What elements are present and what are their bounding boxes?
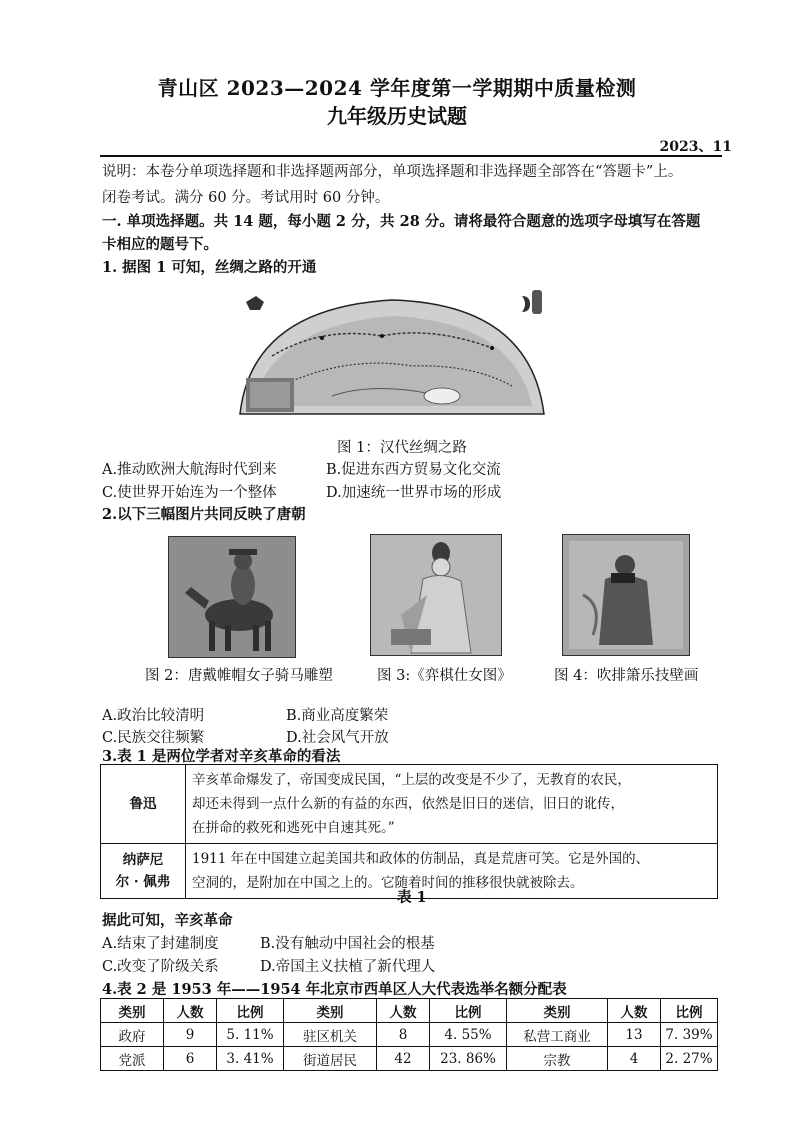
- scholar-name-cell: 鲁迅: [101, 765, 186, 844]
- q2-option-c: C.民族交往频繁: [102, 730, 205, 746]
- table-row: [101, 765, 718, 844]
- q4-table: [100, 998, 718, 1071]
- tang-horse-rider-sculpture: [168, 536, 296, 658]
- fig4-caption: 图 4：吹排箫乐技壁画: [554, 668, 699, 684]
- fig2-caption: 图 2：唐戴帷帽女子骑马雕塑: [145, 668, 333, 684]
- instructions-line-1: 说明：本卷分单项选择题和非选择题两部分，单项选择题和非选择题全部答在“答题卡”上。: [102, 164, 683, 180]
- q3-stem: 3.表 1 是两位学者对辛亥革命的看法: [102, 748, 341, 765]
- table-header-row: 类别 人数 比例 类别 人数 比例 类别 人数 比例: [101, 999, 718, 1023]
- q3-option-d: D.帝国主义扶植了新代理人: [260, 959, 436, 975]
- q1-option-a: A.推动欧洲大航海时代到来: [102, 462, 277, 478]
- q3-option-c: C.改变了阶级关系: [102, 959, 219, 975]
- scholar-view-cell: 辛亥革命爆发了，帝国变成民国，“上层的改变是不少了，无教育的农民， 却还未得到一点什么新的有益的东西，依然是旧日的迷信，旧日的讹传， 在拼命的救死和逃死中自速其死。”: [186, 765, 718, 844]
- q2-stem: 2.以下三幅图片共同反映了唐朝: [102, 506, 306, 523]
- instructions-line-2: 闭卷考试。满分 60 分。考试用时 60 分钟。: [102, 190, 390, 206]
- q4-stem: 4.表 2 是 1953 年——1954 年北京市西单区人大代表选举名额分配表: [102, 981, 567, 998]
- q3-table: [100, 764, 718, 899]
- section1-heading-line-2: 卡相应的题号下。: [102, 236, 218, 253]
- q1-option-c: C.使世界开始连为一个整体: [102, 485, 277, 501]
- header-divider: [100, 155, 722, 157]
- scholar-name-cell: 纳萨尼 尔 · 佩弗: [101, 844, 186, 899]
- q1-stem: 1. 据图 1 可知，丝绸之路的开通: [102, 259, 317, 276]
- q2-option-b: B.商业高度繁荣: [286, 708, 389, 724]
- exam-date: 2023、11: [659, 139, 732, 155]
- section1-heading-line-1: 一. 单项选择题。共 14 题，每小题 2 分，共 28 分。请将最符合题意的选项字母填写在答题: [102, 213, 701, 230]
- fig3-caption: 图 3:《弈棋仕女图》: [377, 668, 512, 684]
- q3-stem-2: 据此可知，辛亥革命: [102, 912, 233, 929]
- q1-option-b: B.促进东西方贸易文化交流: [326, 462, 501, 478]
- exam-subtitle: 九年级历史试题: [327, 104, 467, 128]
- table-row: 政府 9 5. 11% 驻区机关 8 4. 55% 私营工商业 13 7. 39%: [101, 1023, 718, 1047]
- table-row: 党派 6 3. 41% 街道居民 42 23. 86% 宗教 4 2. 27%: [101, 1047, 718, 1071]
- fig1-caption: 图 1：汉代丝绸之路: [337, 440, 467, 456]
- q2-option-d: D.社会风气开放: [286, 730, 389, 746]
- q1-option-d: D.加速统一世界市场的形成: [326, 485, 502, 501]
- table1-caption: 表 1: [397, 889, 427, 906]
- exam-title: 青山区 2023—2024 学年度第一学期期中质量检测: [157, 76, 637, 100]
- panpipe-mural: [562, 534, 690, 656]
- scholar-view-cell: 1911 年在中国建立起美国共和政体的仿制品，真是荒唐可笑。它是外国的、 空洞的，是附加在中国之上的。它随着时间的推移很快就被除去。: [186, 844, 718, 899]
- weiqi-lady-painting: [370, 534, 502, 656]
- q3-option-b: B.没有触动中国社会的根基: [260, 936, 435, 952]
- q2-option-a: A.政治比较清明: [102, 708, 205, 724]
- silk-road-map: [232, 286, 550, 426]
- q3-option-a: A.结束了封建制度: [102, 936, 219, 952]
